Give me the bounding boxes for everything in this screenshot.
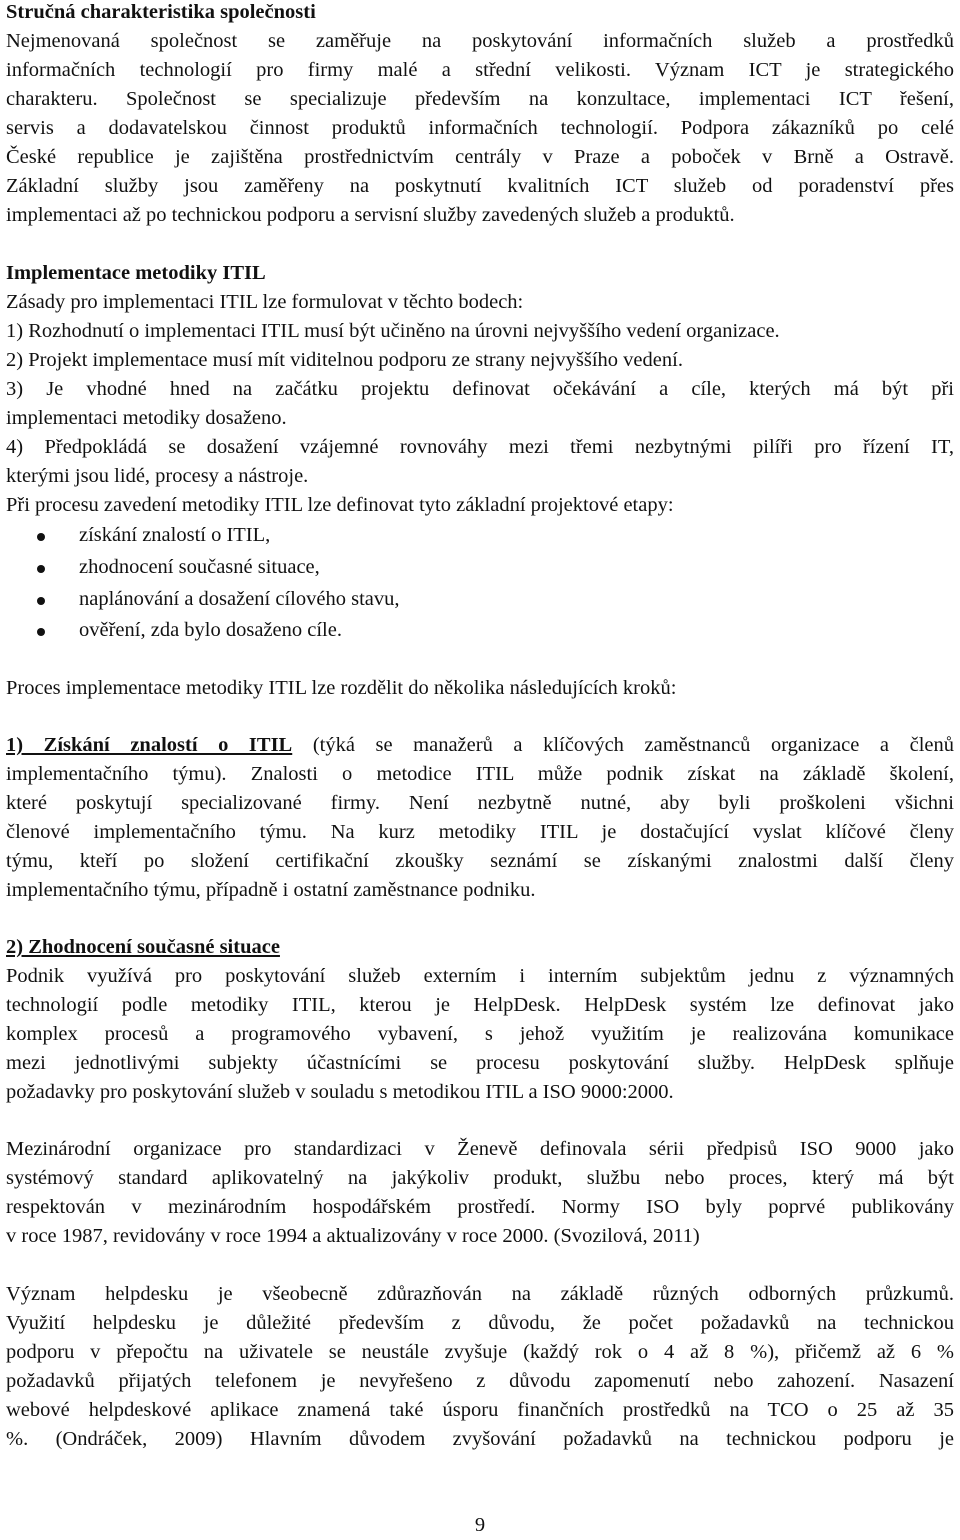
helpdesk-line: Využití helpdesku je důležité především z důvodu, že počet požadavků na technickou	[6, 1312, 954, 1334]
itil-line: 2) Projekt implementace musí mít viditelnou podporu ze strany nejvyššího vedení.	[6, 349, 683, 371]
list-item-text: zhodnocení současné situace,	[79, 556, 320, 578]
itil-line: 4) Předpokládá se dosažení vzájemné rovnováhy mezi třemi nezbytnými pilíři pro řízení IT,	[6, 436, 954, 458]
itil-line: implementaci metodiky dosaženo.	[6, 407, 287, 429]
steps-intro: Proces implementace metodiky ITIL lze rozdělit do několika následujících kroků:	[6, 677, 677, 699]
bullet-icon	[37, 628, 45, 636]
company-line: servis a dodavatelskou činnost produktů informačních technologií. Podpora zákazníků po celé	[6, 117, 954, 139]
step2-line: Podnik využívá pro poskytování služeb externím i interním subjektům jednu z významných	[6, 965, 954, 987]
step1-line: implementačního týmu, případně i ostatní zaměstnance podniku.	[6, 879, 536, 901]
company-line: charakteru. Společnost se specializuje především na konzultace, implementaci ICT řešení,	[6, 88, 954, 110]
iso-line: systémový standard aplikovatelný na jakýkoliv produkt, službu nebo proces, který má být	[6, 1167, 954, 1189]
step1-line: týmu, kteří po složení certifikační zkoušky seznámí se získanými znalostmi další členy	[6, 850, 954, 872]
list-item-text: ověření, zda bylo dosaženo cíle.	[79, 619, 342, 641]
step2-line: technologií podle metodiky ITIL, kterou je HelpDesk. HelpDesk systém lze definovat jako	[6, 994, 954, 1016]
itil-line: kterými jsou lidé, procesy a nástroje.	[6, 465, 309, 487]
helpdesk-line: požadavků přijatých telefonem je nevyřešeno z důvodu zapomenutí nebo zahození. Nasazení	[6, 1370, 954, 1392]
company-line: Základní služby jsou zaměřeny na poskytnutí kvalitních ICT služeb od poradenství přes	[6, 175, 954, 197]
helpdesk-line: %. (Ondráček, 2009) Hlavním důvodem zvyšování požadavků na technickou podporu je	[6, 1428, 954, 1450]
itil-line: 1) Rozhodnutí o implementaci ITIL musí být učiněno na úrovni nejvyššího vedení organizace.	[6, 320, 780, 342]
list-item	[6, 521, 954, 550]
step2-line: komplex procesů a programového vybavení, s jehož využitím je realizována komunikace	[6, 1023, 954, 1045]
itil-line: 3) Je vhodné hned na začátku projektu definovat očekávání a cíle, kterých má být při	[6, 378, 954, 400]
step2-line: požadavky pro poskytování služeb v souladu s metodikou ITIL a ISO 9000:2000.	[6, 1081, 674, 1103]
helpdesk-line: Význam helpdesku je všeobecně zdůrazňován na základě různých odborných průzkumů.	[6, 1283, 954, 1305]
step2-heading: 2) Zhodnocení současné situace	[6, 936, 280, 958]
company-line: implementaci až po technickou podporu a servisní služby zavedených služeb a produktů.	[6, 204, 735, 226]
step1-first-line	[6, 731, 954, 760]
step1-line: implementačního týmu). Znalosti o metodice ITIL může podnik získat na základě školení,	[6, 763, 954, 785]
list-item	[6, 585, 954, 614]
company-line: České republice je zajištěna prostřednictvím centrály v Praze a poboček v Brně a Ostravě.	[6, 146, 954, 168]
bullet-icon	[37, 533, 45, 541]
bullet-icon	[37, 597, 45, 605]
company-heading: Stručná charakteristika společnosti	[6, 1, 316, 23]
step1-line: které poskytují specializované firmy. Není nezbytně nutné, aby byli proškoleni všichni	[6, 792, 954, 814]
company-line: Nejmenovaná společnost se zaměřuje na poskytování informačních služeb a prostředků	[6, 30, 954, 52]
itil-line: Zásady pro implementaci ITIL lze formulovat v těchto bodech:	[6, 291, 524, 313]
helpdesk-line: podporu v přepočtu na uživatele se neustále zvyšuje (každý rok o 4 až 8 %), přičemž až 6 %	[6, 1341, 954, 1363]
step2-line: mezi jednotlivými subjekty účastnícími se procesu poskytování služby. HelpDesk splňuje	[6, 1052, 954, 1074]
list-item	[6, 553, 954, 582]
list-item	[6, 616, 954, 645]
list-item-text: získání znalostí o ITIL,	[79, 524, 271, 546]
itil-heading: Implementace metodiky ITIL	[6, 262, 266, 284]
step1-text: (týká se manažerů a klíčových zaměstnanců organizace a členů	[292, 734, 954, 756]
iso-line: Mezinárodní organizace pro standardizaci v Ženevě definovala sérii předpisů ISO 9000 jako	[6, 1138, 954, 1160]
iso-line: v roce 1987, revidovány v roce 1994 a aktualizovány v roce 2000. (Svozilová, 2011)	[6, 1225, 700, 1247]
iso-line: respektován v mezinárodním hospodářském prostředí. Normy ISO byly poprvé publikovány	[6, 1196, 954, 1218]
step1-line: členové implementačního týmu. Na kurz metodiky ITIL je dostačující vyslat klíčové členy	[6, 821, 954, 843]
page-number: 9	[474, 1514, 486, 1536]
helpdesk-line: webové helpdeskové aplikace znamená také úsporu finančních prostředků na TCO o 25 až 35	[6, 1399, 954, 1421]
bullet-icon	[37, 565, 45, 573]
step1-heading: 1) Získání znalostí o ITIL	[6, 734, 293, 756]
itil-line: Při procesu zavedení metodiky ITIL lze definovat tyto základní projektové etapy:	[6, 494, 674, 516]
company-line: informačních technologií pro firmy malé a střední velikosti. Význam ICT je strategického	[6, 59, 954, 81]
list-item-text: naplánování a dosažení cílového stavu,	[79, 588, 400, 610]
